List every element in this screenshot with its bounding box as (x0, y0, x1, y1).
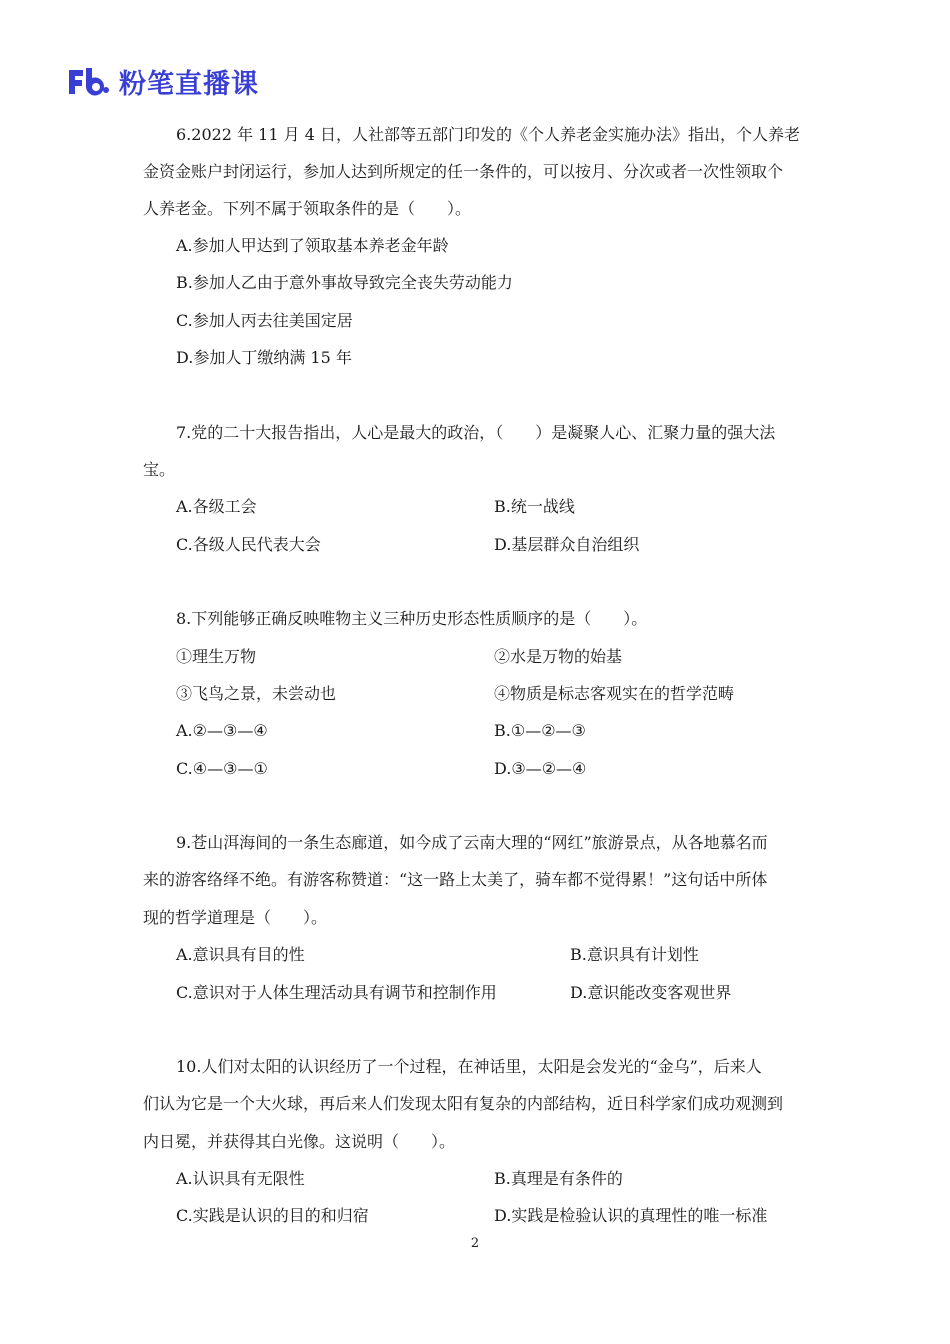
q9-stem-line1: 9.苍山洱海间的一条生态廊道，如今成了云南大理的“网红”旅游景点，从各地慕名而 (176, 833, 768, 852)
q6-option-a: A.参加人甲达到了领取基本养老金年龄 (176, 236, 449, 255)
q8-statement-2: ②水是万物的始基 (494, 647, 623, 666)
q10-stem-line1: 10.人们对太阳的认识经历了一个过程，在神话里，太阳是会发光的“金乌”，后来人 (176, 1057, 762, 1076)
q9-option-d: D.意识能改变客观世界 (570, 983, 732, 1002)
q9-option-b: B.意识具有计划性 (570, 945, 699, 964)
q8-statement-1: ①理生万物 (176, 647, 257, 666)
q9-stem-line2: 来的游客络绎不绝。有游客称赞道：“这一路上太美了，骑车都不觉得累！”这句话中所体 (143, 870, 768, 889)
q8-stem-line1: 8.下列能够正确反映唯物主义三种历史形态性质顺序的是（ ）。 (176, 609, 648, 628)
q8-statement-4: ④物质是标志客观实在的哲学范畴 (494, 684, 735, 703)
brand-name: 粉笔直播课 (119, 68, 259, 100)
q7-option-b: B.统一战线 (494, 497, 575, 516)
q6-option-b: B.参加人乙由于意外事故导致完全丧失劳动能力 (176, 273, 513, 292)
q10-option-b: B.真理是有条件的 (494, 1169, 623, 1188)
q9-stem-line3: 现的哲学道理是（ ）。 (143, 908, 328, 927)
q10-stem-line2: 们认为它是一个大火球，再后来人们发现太阳有复杂的内部结构，近日科学家们成功观测到 (143, 1094, 784, 1113)
q7-option-d: D.基层群众自治组织 (494, 535, 640, 554)
q6-stem-line2: 金资金账户封闭运行，参加人达到所规定的任一条件的，可以按月、分次或者一次性领取个 (143, 162, 784, 181)
q9-option-a: A.意识具有目的性 (176, 945, 305, 964)
q10-stem-line3: 内日冕，并获得其白光像。这说明（ ）。 (143, 1132, 456, 1151)
q9-option-c: C.意识对于人体生理活动具有调节和控制作用 (176, 983, 497, 1002)
q6-option-c: C.参加人丙去往美国定居 (176, 311, 353, 330)
q6-option-d: D.参加人丁缴纳满 15 年 (176, 348, 352, 367)
page-number: 2 (470, 1236, 480, 1251)
q7-stem-line1: 7.党的二十大报告指出，人心是最大的政治，（ ）是凝聚人心、汇聚力量的强大法 (176, 423, 776, 442)
q7-stem-line2: 宝。 (143, 460, 176, 479)
q10-option-c: C.实践是认识的目的和归宿 (176, 1206, 369, 1225)
q8-statement-3: ③飞鸟之景，未尝动也 (176, 684, 337, 703)
q8-option-d: D.③—②—④ (494, 759, 587, 778)
q6-stem-line1: 6.2022 年 11 月 4 日，人社部等五部门印发的《个人养老金实施办法》指出，个人养老 (176, 125, 800, 144)
q7-option-a: A.各级工会 (176, 497, 257, 516)
q6-stem-line3: 人养老金。下列不属于领取条件的是（ ）。 (143, 199, 472, 218)
q10-option-a: A.认识具有无限性 (176, 1169, 305, 1188)
brand-logo (67, 64, 259, 98)
q8-option-b: B.①—②—③ (494, 721, 586, 740)
q7-option-c: C.各级人民代表大会 (176, 535, 321, 554)
fb-logo-icon (67, 66, 111, 96)
q8-option-a: A.②—③—④ (176, 721, 268, 740)
q10-option-d: D.实践是检验认识的真理性的唯一标准 (494, 1206, 768, 1225)
q8-option-c: C.④—③—① (176, 759, 268, 778)
